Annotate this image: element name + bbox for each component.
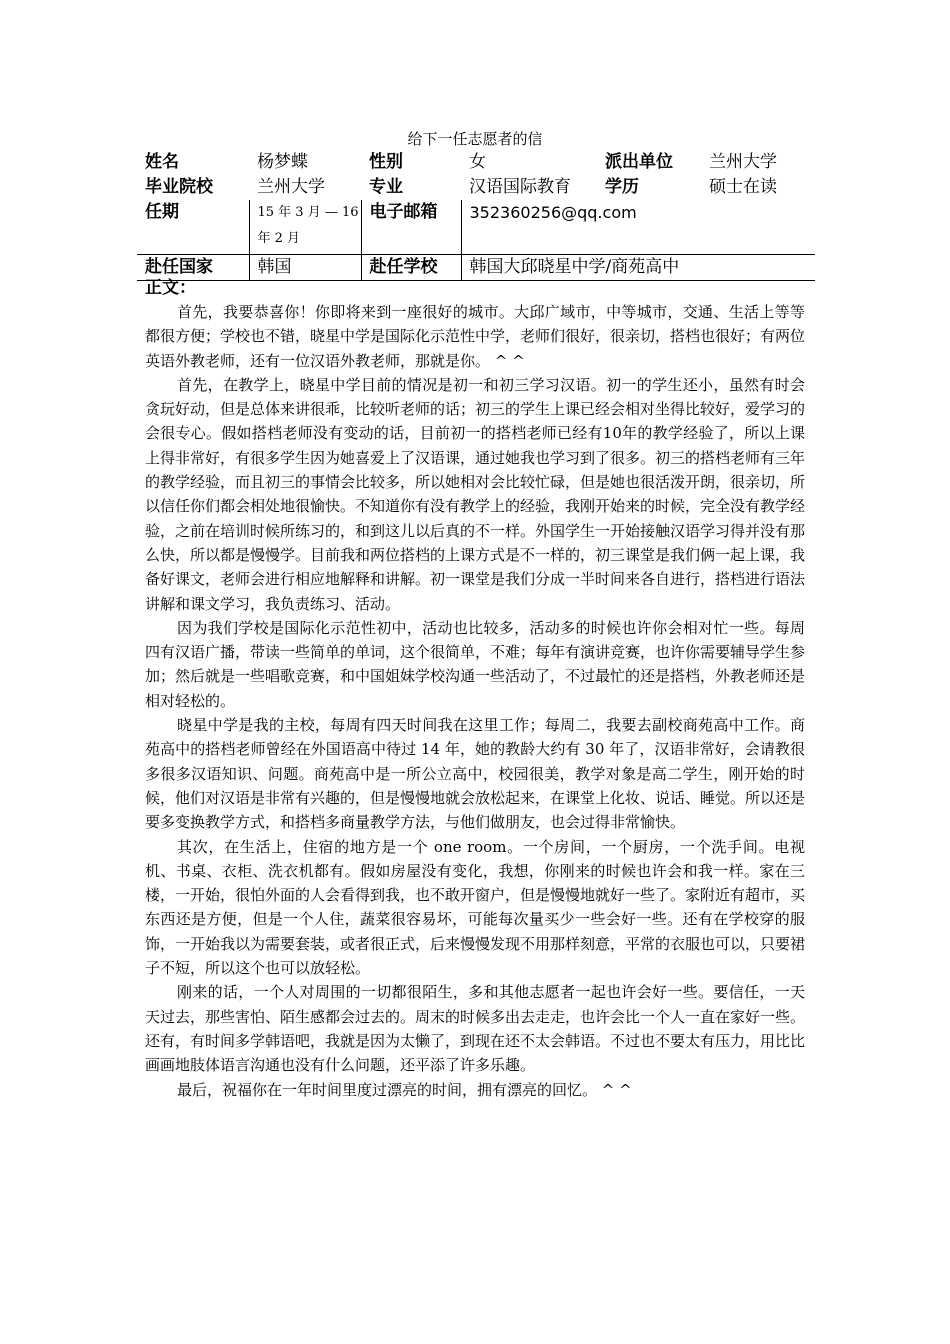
body-label: 正文： — [145, 278, 196, 298]
info-row-post — [137, 255, 815, 281]
paragraph: 首先，我要恭喜你！你即将来到一座很好的城市。大邱广域市，中等城市，交通、生活上等等都很方便；学校也不错，晓星中学是国际化示范性中学，老师们很好，很亲切，搭档也很好；有两位英语外教老师，还有一位汉语外教老师，那就是你。 ^ ^ — [145, 303, 806, 370]
gender-value: 女 — [469, 152, 486, 172]
paragraph: 首先，在教学上，晓星中学目前的情况是初一和初三学习汉语。初一的学生还小，虽然有时会贪玩好动，但是总体来讲很乖，比较听老师的话；初三的学生上课已经会相对坐得比较好，爱学习的会很专心。假如搭档老师没有变动的话，目前初一的搭档老师已经有10年的教学经验了，所以上课上得非常好，有很多学生因为她喜爱上了汉语课，通过她我也学习到了很多。初三的搭档老师有三年的教学经验，而且初三的事情会比较多，所以她相对会比较忙碌，但是她也很活泼开朗，很亲切，所以信任你们都会相处地很愉快。不知道你有没有教学上的经验，我刚开始来的时候，完全没有教学经验，之前在培训时候所练习的，和到这儿以后真的不一样。外国学生一开始接触汉语学习得并没有那么快，所以都是慢慢学。目前我和两位搭档的上课方式是不一样的，初三课堂是我们俩一起上课，我备好课文，老师会进行相应地解释和讲解。初一课堂是我们分成一半时间来各自进行，搭档进行语法讲解和课文学习，我负责练习、活动。 — [145, 375, 806, 613]
email-label: 电子邮箱 — [361, 200, 461, 255]
name-label: 姓名 — [145, 152, 179, 172]
paragraph: 最后，祝福你在一年时间里度过漂亮的时间，拥有漂亮的回忆。 ^ ^ — [177, 1080, 632, 1099]
school-label: 毕业院校 — [145, 177, 213, 197]
info-row-school — [137, 175, 815, 200]
country-value: 韩国 — [249, 255, 361, 281]
post-school-value: 韩国大邱晓星中学/商苑高中 — [461, 255, 815, 281]
post-school-label: 赴任学校 — [361, 255, 461, 281]
paragraph: 因为我们学校是国际化示范性初中，活动也比较多，活动多的时候也许你会相对忙一些。每周四有汉语广播，带读一些简单的单词，这个很简单，不难；每年有演讲竞赛，也许你需要辅导学生参加；然后就是一些唱歌竞赛，和中国姐妹学校沟通一些活动了，不过最忙的还是搭档，外教老师还是相对轻松的。 — [145, 618, 806, 710]
paragraph: 晓星中学是我的主校，每周有四天时间我在这里工作；每周二，我要去副校商苑高中工作。商苑高中的搭档老师曾经在外国语高中待过 14 年，她的教龄大约有 30 年了，汉语非常好，会请教很多很多汉语知识、问题。商苑高中是一所公立高中，校园很美，教学对象是高二学生，刚开始的时候，他们对汉语是非常有兴趣的，但是慢慢地就会放松起来，在课堂上化妆、说话、睡觉。所以还是要多变换教学方式，和搭档多商量教学方法，与他们做朋友，也会过得非常愉快。 — [145, 716, 806, 832]
document-title: 给下一任志愿者的信 — [407, 130, 543, 148]
degree-label: 学历 — [605, 177, 639, 197]
paragraph: 其次，在生活上，住宿的地方是一个 one room。一个房间，一个厨房，一个洗手间。电视机、书桌、衣柜、洗衣机都有。假如房屋没有变化，我想，你刚来的时候也许会和我一样。家在三楼，一开始，很怕外面的人会看得到我，也不敢开窗户，但是慢慢地就好一些了。家附近有超市，买东西还是方便，但是一个人住，蔬菜很容易坏，可能每次量买少一些会好一些。还有在学校穿的服饰，一开始我以为需要套装，或者很正式，后来慢慢发现不用那样刻意，平常的衣服也可以，只要裙子不短，所以这个也可以放轻松。 — [145, 837, 806, 978]
unit-label: 派出单位 — [605, 152, 673, 172]
country-label: 赴任国家 — [137, 255, 249, 281]
letter-body — [145, 300, 805, 1102]
term-value: 15 年 3 月 — 16 年 2 月 — [249, 200, 361, 255]
major-label: 专业 — [369, 177, 403, 197]
major-value: 汉语国际教育 — [469, 177, 571, 197]
info-row-term — [137, 200, 815, 255]
name-value: 杨梦蝶 — [257, 152, 308, 172]
paragraph: 刚来的话，一个人对周围的一切都很陌生，多和其他志愿者一起也许会好一些。要信任，一天天过去，那些害怕、陌生感都会过去的。周末的时候多出去走走，也许会比一个人一直在家好一些。还有，有时间多学韩语吧，我就是因为太懒了，到现在还不太会韩语。不过也不要太有压力，用比比画画地肢体语言沟通也没有什么问题，还平添了许多乐趣。 — [145, 983, 806, 1075]
volunteer-info-table — [137, 150, 815, 281]
school-value: 兰州大学 — [257, 177, 325, 197]
gender-label: 性别 — [369, 152, 403, 172]
degree-value: 硕士在读 — [709, 177, 777, 197]
term-label: 任期 — [145, 202, 179, 222]
info-row-name — [137, 150, 815, 175]
unit-value: 兰州大学 — [709, 152, 777, 172]
email-value: 352360256@qq.com — [461, 200, 815, 255]
